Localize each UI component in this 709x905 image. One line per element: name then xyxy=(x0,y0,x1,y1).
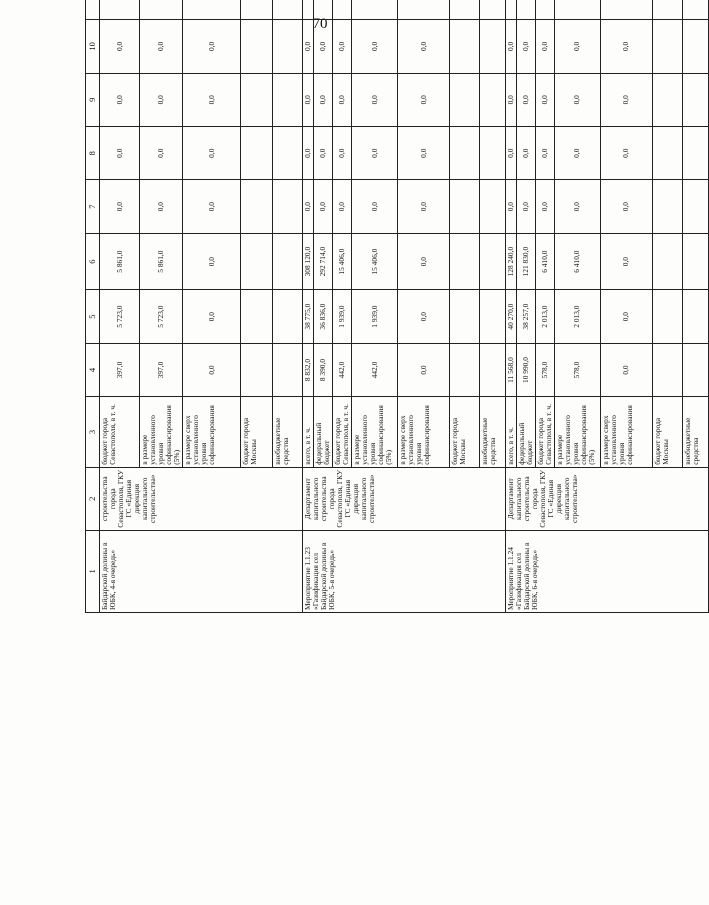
amount-cell: 15 406,0 xyxy=(352,233,398,290)
amount-cell xyxy=(536,0,555,20)
amount-cell xyxy=(480,127,506,180)
funding-source-cell: бюджет города Москвы xyxy=(652,397,682,468)
amount-cell: 0,0 xyxy=(352,73,398,126)
funding-source-cell: внебюджетные средства xyxy=(480,397,506,468)
amount-cell xyxy=(450,233,480,290)
amount-cell: 0,0 xyxy=(536,20,555,73)
amount-cell xyxy=(100,0,140,20)
amount-cell: 0,0 xyxy=(100,73,140,126)
rotated-table-frame xyxy=(85,41,700,848)
amount-cell: 5 723,0 xyxy=(100,290,140,343)
amount-cell: 0,0 xyxy=(352,20,398,73)
amount-cell xyxy=(450,180,480,233)
funding-source-cell: всего, в т. ч. xyxy=(506,397,517,468)
amount-cell xyxy=(480,0,506,20)
funding-source-cell: в размере сверх установленного уровня софинансирования xyxy=(183,397,241,468)
amount-cell: 6 410,0 xyxy=(536,233,555,290)
amount-cell xyxy=(241,127,273,180)
amount-cell: 0,0 xyxy=(314,180,333,233)
column-number: 4 xyxy=(86,343,100,396)
column-number: 7 xyxy=(86,180,100,233)
amount-cell xyxy=(241,73,273,126)
amount-cell: 6 410,0 xyxy=(554,233,600,290)
amount-cell: 0,0 xyxy=(506,127,517,180)
amount-cell xyxy=(682,180,708,233)
amount-cell: 0,0 xyxy=(517,73,536,126)
amount-cell: 0,0 xyxy=(352,127,398,180)
amount-cell: 2 013,0 xyxy=(554,290,600,343)
amount-cell: 0,0 xyxy=(303,73,314,126)
amount-cell xyxy=(273,180,303,233)
column-number: 5 xyxy=(86,290,100,343)
column-number: 1 xyxy=(86,530,100,612)
amount-cell xyxy=(682,73,708,126)
amount-cell: 0,0 xyxy=(333,20,352,73)
amount-cell: 10 990,0 xyxy=(517,343,536,396)
amount-cell: 578,0 xyxy=(554,343,600,396)
amount-cell: 0,0 xyxy=(398,73,450,126)
amount-cell xyxy=(480,343,506,396)
amount-cell: 0,0 xyxy=(536,180,555,233)
amount-cell xyxy=(682,290,708,343)
amount-cell: 0,0 xyxy=(183,343,241,396)
amount-cell xyxy=(652,73,682,126)
amount-cell xyxy=(183,0,241,20)
amount-cell: 1 939,0 xyxy=(352,290,398,343)
amount-cell: 8 390,0 xyxy=(314,343,333,396)
amount-cell xyxy=(652,127,682,180)
activity-name-cell: Байдарской долины в ЮБК, 4-я очередь» xyxy=(100,530,303,612)
amount-cell xyxy=(682,20,708,73)
amount-cell xyxy=(241,290,273,343)
amount-cell xyxy=(600,0,652,20)
column-number: 6 xyxy=(86,233,100,290)
amount-cell: 0,0 xyxy=(303,127,314,180)
amount-cell xyxy=(682,127,708,180)
amount-cell xyxy=(682,0,708,20)
funding-source-cell: в размере установленного уровня софинансирования (5%) xyxy=(352,397,398,468)
amount-cell: 0,0 xyxy=(554,73,600,126)
executor-cell: Департамент капитального строительства города Севастополя, ГКУ ГС «Единая дирекция капитального строительства» xyxy=(506,467,709,530)
funding-source-cell: бюджет города Севастополя, в т. ч. xyxy=(536,397,555,468)
activity-name-cell: Мероприятие 1.1.23 «Газификация сел Байдарской долины в ЮБК, 5-я очередь» xyxy=(303,530,506,612)
amount-cell: 0,0 xyxy=(352,180,398,233)
amount-cell xyxy=(273,20,303,73)
amount-cell: 0,0 xyxy=(517,180,536,233)
amount-cell: 128 240,0 xyxy=(506,233,517,290)
funding-table xyxy=(85,0,709,613)
funding-source-cell: бюджет города Москвы xyxy=(450,397,480,468)
column-number: 3 xyxy=(86,397,100,468)
funding-source-cell: в размере установленного уровня софинансирования (5%) xyxy=(554,397,600,468)
amount-cell: 0,0 xyxy=(314,127,333,180)
amount-cell: 0,0 xyxy=(398,180,450,233)
amount-cell: 1 939,0 xyxy=(333,290,352,343)
amount-cell xyxy=(273,233,303,290)
funding-source-cell: бюджет города Москвы xyxy=(241,397,273,468)
amount-cell xyxy=(554,0,600,20)
funding-source-cell: всего, в т. ч. xyxy=(303,397,314,468)
amount-cell: 11 568,0 xyxy=(506,343,517,396)
amount-cell: 0,0 xyxy=(100,127,140,180)
amount-cell: 0,0 xyxy=(140,20,183,73)
amount-cell: 36 836,0 xyxy=(314,290,333,343)
funding-row xyxy=(303,0,314,613)
amount-cell: 0,0 xyxy=(554,127,600,180)
funding-row xyxy=(506,0,517,613)
column-number: 9 xyxy=(86,73,100,126)
amount-cell: 397,0 xyxy=(140,343,183,396)
amount-cell xyxy=(450,0,480,20)
amount-cell: 0,0 xyxy=(183,180,241,233)
amount-cell: 0,0 xyxy=(303,180,314,233)
amount-cell xyxy=(314,0,333,20)
amount-cell xyxy=(480,20,506,73)
amount-cell: 0,0 xyxy=(314,73,333,126)
amount-cell: 0,0 xyxy=(183,233,241,290)
amount-cell xyxy=(517,0,536,20)
amount-cell: 442,0 xyxy=(333,343,352,396)
amount-cell: 0,0 xyxy=(600,290,652,343)
amount-cell: 0,0 xyxy=(183,73,241,126)
amount-cell: 0,0 xyxy=(100,180,140,233)
amount-cell: 0,0 xyxy=(600,73,652,126)
amount-cell: 0,0 xyxy=(536,127,555,180)
amount-cell xyxy=(273,343,303,396)
amount-cell xyxy=(241,233,273,290)
amount-cell xyxy=(140,0,183,20)
amount-cell xyxy=(450,127,480,180)
executor-cell: строительства города Севастополя, ГКУ ГС «Единая дирекция капитального строительства» xyxy=(100,467,303,530)
amount-cell: 0,0 xyxy=(554,20,600,73)
funding-source-cell: федеральный бюджет xyxy=(517,397,536,468)
amount-cell: 15 406,0 xyxy=(333,233,352,290)
amount-cell: 0,0 xyxy=(140,180,183,233)
amount-cell: 0,0 xyxy=(398,127,450,180)
amount-cell xyxy=(652,20,682,73)
amount-cell: 0,0 xyxy=(517,20,536,73)
funding-source-cell: внебюджетные средства xyxy=(682,397,708,468)
amount-cell: 0,0 xyxy=(398,343,450,396)
funding-source-cell: в размере сверх установленного уровня софинансирования xyxy=(600,397,652,468)
amount-cell xyxy=(352,0,398,20)
amount-cell: 0,0 xyxy=(600,20,652,73)
amount-cell xyxy=(480,180,506,233)
amount-cell xyxy=(480,73,506,126)
amount-cell xyxy=(652,233,682,290)
amount-cell xyxy=(652,343,682,396)
amount-cell: 0,0 xyxy=(398,20,450,73)
amount-cell: 308 120,0 xyxy=(303,233,314,290)
amount-cell: 0,0 xyxy=(600,180,652,233)
amount-cell: 0,0 xyxy=(140,73,183,126)
amount-cell xyxy=(652,290,682,343)
amount-cell xyxy=(303,0,314,20)
amount-cell: 0,0 xyxy=(536,73,555,126)
amount-cell: 0,0 xyxy=(333,73,352,126)
column-number: 2 xyxy=(86,467,100,530)
amount-cell: 8 832,0 xyxy=(303,343,314,396)
amount-cell: 0,0 xyxy=(554,180,600,233)
amount-cell xyxy=(652,0,682,20)
executor-cell: Департамент капитального строительства города Севастополя, ГКУ ГС «Единая дирекция капитального строительства» xyxy=(303,467,506,530)
amount-cell xyxy=(241,343,273,396)
amount-cell xyxy=(652,180,682,233)
amount-cell: 5 861,0 xyxy=(100,233,140,290)
activity-name-cell: Мероприятие 1.1.24 «Газификация сел Байдарской долины в ЮБК, 6-я очередь» xyxy=(506,530,709,612)
amount-cell: 0,0 xyxy=(398,290,450,343)
page-number: 70 xyxy=(312,16,328,32)
amount-cell xyxy=(241,20,273,73)
amount-cell: 0,0 xyxy=(333,180,352,233)
amount-cell: 38 257,0 xyxy=(517,290,536,343)
amount-cell: 397,0 xyxy=(100,343,140,396)
amount-cell xyxy=(682,343,708,396)
amount-cell: 0,0 xyxy=(600,343,652,396)
amount-cell xyxy=(682,233,708,290)
amount-cell: 0,0 xyxy=(140,127,183,180)
funding-row xyxy=(100,0,140,613)
amount-cell xyxy=(450,73,480,126)
amount-cell xyxy=(273,290,303,343)
amount-cell: 0,0 xyxy=(314,20,333,73)
funding-source-cell: бюджет города Севастополя, в т. ч. xyxy=(333,397,352,468)
amount-cell: 5 861,0 xyxy=(140,233,183,290)
amount-cell: 0,0 xyxy=(183,20,241,73)
funding-source-cell: в размере сверх установленного уровня софинансирования xyxy=(398,397,450,468)
amount-cell: 0,0 xyxy=(506,73,517,126)
column-number: 10 xyxy=(86,20,100,73)
funding-source-cell: бюджет города Севастополя, в т. ч. xyxy=(100,397,140,468)
amount-cell: 0,0 xyxy=(517,127,536,180)
amount-cell: 2 013,0 xyxy=(536,290,555,343)
amount-cell: 121 830,0 xyxy=(517,233,536,290)
amount-cell: 0,0 xyxy=(183,290,241,343)
amount-cell: 38 775,0 xyxy=(303,290,314,343)
amount-cell: 0,0 xyxy=(506,180,517,233)
funding-source-cell: в размере установленного уровня софинансирования (5%) xyxy=(140,397,183,468)
amount-cell: 0,0 xyxy=(506,20,517,73)
amount-cell xyxy=(480,233,506,290)
amount-cell: 292 714,0 xyxy=(314,233,333,290)
column-number: 8 xyxy=(86,127,100,180)
amount-cell: 40 270,0 xyxy=(506,290,517,343)
column-number xyxy=(86,0,100,20)
amount-cell xyxy=(450,20,480,73)
amount-cell xyxy=(241,0,273,20)
amount-cell: 0,0 xyxy=(303,20,314,73)
funding-source-cell: федеральный бюджет xyxy=(314,397,333,468)
amount-cell: 0,0 xyxy=(333,127,352,180)
amount-cell xyxy=(450,290,480,343)
amount-cell: 0,0 xyxy=(600,127,652,180)
column-number-row xyxy=(86,0,100,613)
amount-cell xyxy=(333,0,352,20)
funding-source-cell: внебюджетные средства xyxy=(273,397,303,468)
amount-cell xyxy=(398,0,450,20)
amount-cell xyxy=(450,343,480,396)
amount-cell: 0,0 xyxy=(100,20,140,73)
amount-cell xyxy=(241,180,273,233)
amount-cell: 442,0 xyxy=(352,343,398,396)
amount-cell: 0,0 xyxy=(600,233,652,290)
amount-cell xyxy=(273,0,303,20)
amount-cell: 5 723,0 xyxy=(140,290,183,343)
amount-cell: 0,0 xyxy=(398,233,450,290)
amount-cell: 578,0 xyxy=(536,343,555,396)
amount-cell xyxy=(480,290,506,343)
amount-cell xyxy=(273,127,303,180)
amount-cell xyxy=(506,0,517,20)
amount-cell: 0,0 xyxy=(183,127,241,180)
amount-cell xyxy=(273,73,303,126)
